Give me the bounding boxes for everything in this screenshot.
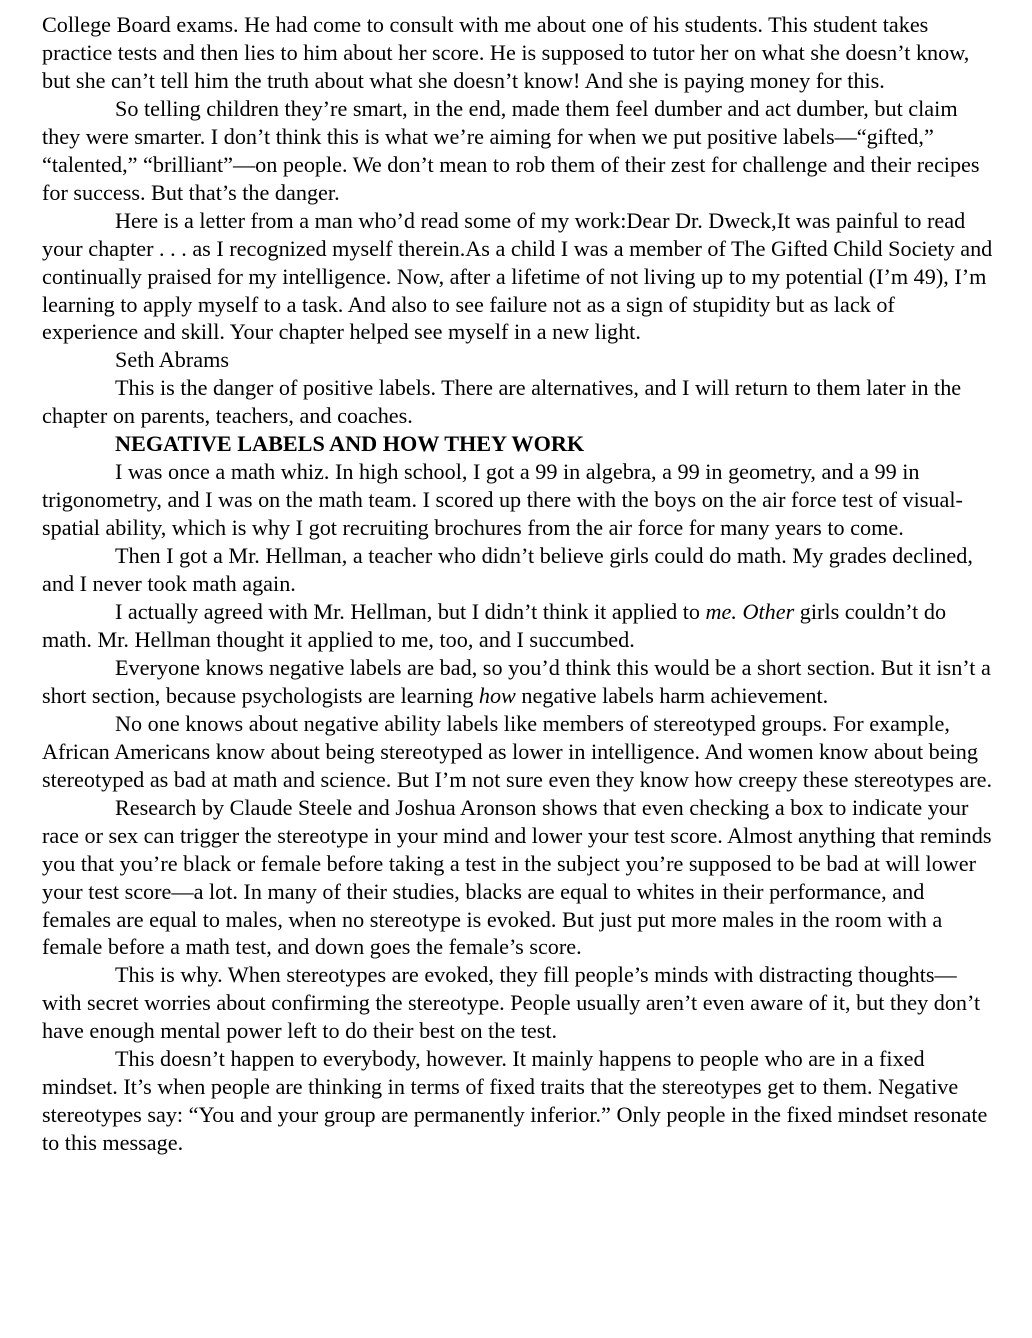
paragraph-signature-seth-abrams: Seth Abrams <box>115 347 230 373</box>
text-run: girls couldn’t do math. Mr. Hellman thought it applied to me, too, and I succumbed. <box>42 599 947 652</box>
text-run: Everyone knows negative labels are bad, so you’d think this would be a short section. But it isn’t a short section, because psychologists are learning <box>42 654 991 708</box>
text-run: negative labels harm achievement. <box>515 682 829 708</box>
paragraph-fixed-mindset: This doesn’t happen to everybody, however. It mainly happens to people who are in a fixed mindset. It’s when people are thinking in terms of fixed traits that the stereotypes get to them. Negative stereotypes say: “You and your group are permanently inferior.” Only people in the fixed mindset resonate to this message. <box>42 1046 988 1156</box>
paragraph-mr-hellman: Then I got a Mr. Hellman, a teacher who didn’t believe girls could do math. My grades declined, and I never took math again. <box>42 543 973 597</box>
italic-run: me. Other <box>705 599 795 625</box>
paragraph-this-is-why: This is why. When stereotypes are evoked, they fill people’s minds with distracting thoughts—with secret worries about confirming the stereotype. People usually aren’t even aware of it, but they don’t have enough mental power left to do their best on the test. <box>42 962 981 1044</box>
paragraph-math-whiz: I was once a math whiz. In high school, I got a 99 in algebra, a 99 in geometry, and a 99 in trigonometry, and I was on the math team. I scored up there with the boys on the air force test of visual-spatial ability, which is why I got recruiting brochures from the air force for many years to come. <box>42 459 963 541</box>
paragraph-stereotyped-groups: No one knows about negative ability labels like members of stereotyped groups. For example, African Americans know about being stereotyped as lower in intelligence. And women know about being stereotyped as bad at math and science. But I’m not sure even they know how creepy these stereotypes are. <box>42 710 993 792</box>
italic-run: how <box>478 682 516 708</box>
paragraph-everyone-knows <box>42 654 994 710</box>
paragraph-danger-positive-labels: This is the danger of positive labels. There are alternatives, and I will return to them later in the chapter on parents, teachers, and coaches. <box>42 375 962 429</box>
document-page <box>42 11 994 1157</box>
section-heading-negative-labels: NEGATIVE LABELS AND HOW THEY WORK <box>115 431 585 457</box>
paragraph-agreed-hellman <box>42 598 994 654</box>
paragraph-college-board: College Board exams. He had come to consult with me about one of his students. This student takes practice tests and then lies to him about her score. He is supposed to tutor her on what she doesn’t know, but she can’t tell him the truth about what she doesn’t know! And she is paying money for this. <box>42 12 970 93</box>
paragraph-steele-aronson: Research by Claude Steele and Joshua Aronson shows that even checking a box to indicate your race or sex can trigger the stereotype in your mind and lower your test score. Almost anything that reminds you that you’re black or female before taking a test in the subject you’re supposed to be bad at will lower your test score—a lot. In many of their studies, blacks are equal to whites in their performance, and females are equal to males, when no stereotype is evoked. But just put more males in the room with a female before a math test, and down goes the female’s score. <box>42 794 992 960</box>
paragraph-telling-children-smart: So telling children they’re smart, in the end, made them feel dumber and act dumber, but claim they were smarter. I don’t think this is what we’re aiming for when we put positive labels—“gifted,” “talented,” “brilliant”—on people. We don’t mean to rob them of their zest for challenge and their recipes for success. But that’s the danger. <box>42 95 980 205</box>
text-run: I actually agreed with Mr. Hellman, but I didn’t think it applied to <box>115 599 706 625</box>
paragraph-letter: Here is a letter from a man who’d read some of my work:Dear Dr. Dweck,It was painful to read your chapter . . . as I recognized myself therein.As a child I was a member of The Gifted Child Society and continually praised for my intelligence. Now, after a lifetime of not living up to my potential (I’m 49), I’m learning to apply myself to a task. And also to see failure not as a sign of stupidity but as lack of experience and skill. Your chapter helped see myself in a new light. <box>42 207 993 345</box>
